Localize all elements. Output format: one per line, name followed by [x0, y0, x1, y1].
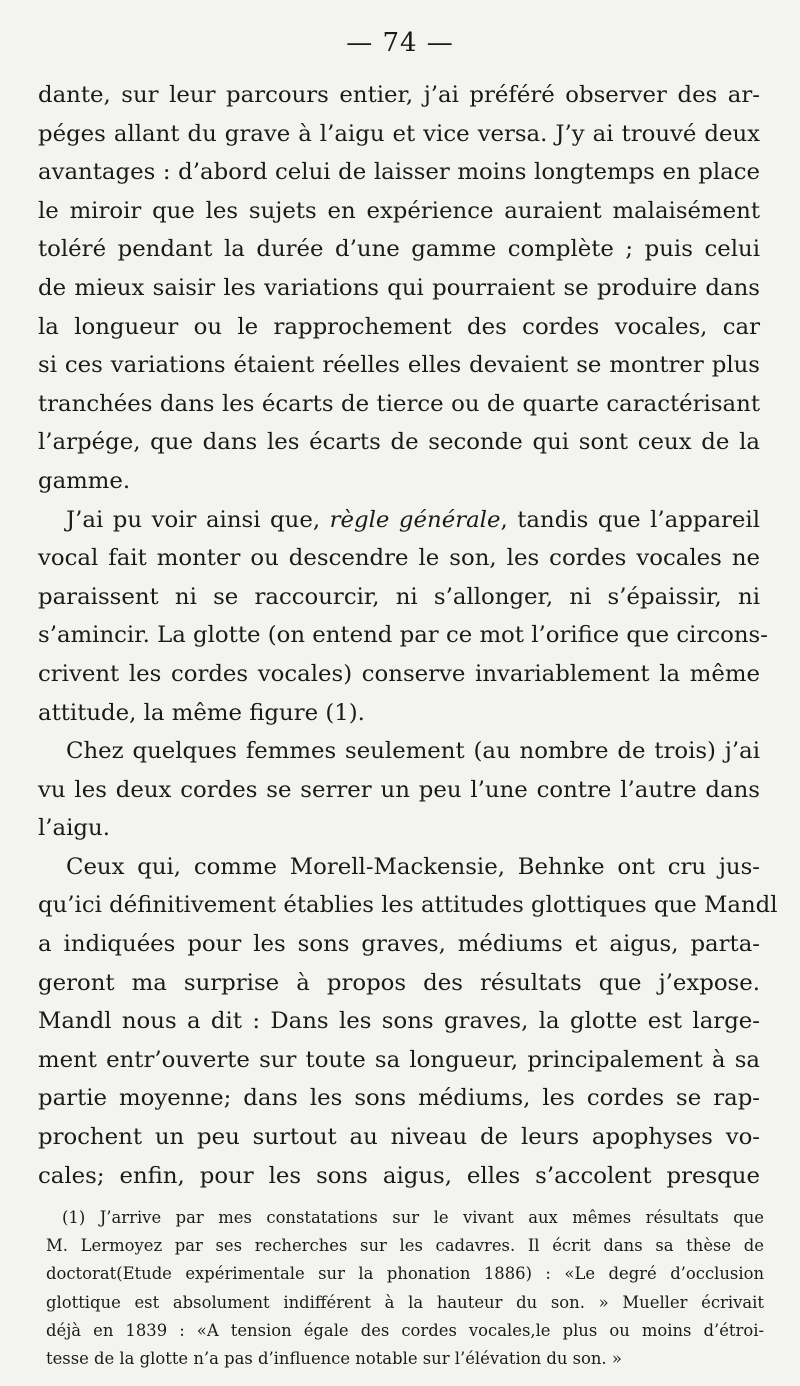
text-line: a indiquées pour les sons graves, médiums et aigus, parta- — [38, 931, 760, 958]
text-line: dante, sur leur parcours entier, j’ai préféré observer des ar- — [38, 82, 760, 108]
text-line: Ceux qui, comme Morell-Mackensie, Behnke ont cru jus- — [66, 853, 760, 880]
paragraph-2 — [38, 501, 768, 733]
paragraph-4 — [38, 848, 778, 1195]
text-line: prochent un peu surtout au niveau de leurs apophyses vo- — [38, 1124, 760, 1151]
text-line: s’amincir. La glotte (on entend par ce mot l’orifice que circons- — [38, 622, 768, 649]
text-line: péges allant du grave à l’aigu et vice versa. J’y ai trouvé deux — [38, 120, 760, 147]
footnote-line: glottique est absolument indifférent à la hauteur du son. » Mueller écrivait — [46, 1292, 764, 1312]
text-line: avantages : d’abord celui de laisser moins longtemps en place — [38, 159, 760, 186]
text-line: gamme. — [38, 467, 131, 494]
text-line: ment entr’ouverte sur toute sa longueur, principalement à sa — [38, 1046, 760, 1073]
footnote-line: déjà en 1839 : «A tension égale des cordes vocales,le plus ou moins d’étroi- — [46, 1320, 764, 1340]
text-line: geront ma surprise à propos des résultats que j’expose. — [38, 969, 760, 996]
paragraph-1 — [38, 76, 760, 501]
footnote — [46, 1204, 764, 1373]
text-line: paraissent ni se raccourcir, ni s’allonger, ni s’épaissir, ni — [38, 583, 760, 610]
footnote-line: tesse de la glotte n’a pas d’influence notable sur l’élévation du son. » — [46, 1349, 622, 1369]
text-line: tranchées dans les écarts de tierce ou de quarte caractérisant — [38, 390, 760, 417]
text-line: toléré pendant la durée d’une gamme complète ; puis celui — [38, 236, 760, 263]
text-line: cales; enfin, pour les sons aigus, elles s’accolent presque — [38, 1162, 760, 1189]
paragraph-3 — [38, 732, 760, 848]
footnote-line: M. Lermoyez par ses recherches sur les cadavres. Il écrit dans sa thèse de — [46, 1236, 764, 1256]
text-line: Mandl nous a dit : Dans les sons graves, la glotte est large- — [38, 1008, 760, 1035]
text-run: , tandis que l’appareil — [500, 506, 761, 533]
text-line: de mieux saisir les variations qui pourraient se produire dans — [38, 274, 760, 301]
text-line — [38, 501, 760, 540]
text-line: vocal fait monter ou descendre le son, les cordes vocales ne — [38, 545, 760, 572]
text-line: l’arpége, que dans les écarts de seconde qui sont ceux de la — [38, 429, 760, 456]
text-line: l’aigu. — [38, 815, 110, 842]
italic-phrase: règle générale — [329, 506, 501, 533]
text-line: vu les deux cordes se serrer un peu l’une contre l’autre dans — [38, 776, 760, 803]
body-text — [38, 76, 778, 1195]
text-line: partie moyenne; dans les sons médiums, les cordes se rap- — [38, 1085, 760, 1112]
text-line: attitude, la même figure (1). — [38, 699, 365, 726]
text-line: la longueur ou le rapprochement des cordes vocales, car — [38, 313, 760, 340]
text-line: si ces variations étaient réelles elles devaient se montrer plus — [38, 352, 760, 379]
footnote-line: doctorat(Etude expérimentale sur la phonation 1886) : «Le degré d’occlusion — [46, 1264, 764, 1284]
page-number: — 74 — — [346, 28, 454, 58]
text-line: crivent les cordes vocales) conserve invariablement la même — [38, 660, 760, 687]
text-run: J’ai pu voir ainsi que, — [66, 506, 330, 533]
text-line: Chez quelques femmes seulement (au nombre de trois) j’ai — [66, 738, 760, 765]
footnote-line: (1) J’arrive par mes constatations sur le vivant aux mêmes résultats que — [62, 1208, 764, 1227]
text-line: qu’ici définitivement établies les attitudes glottiques que Mandl — [38, 892, 778, 919]
text-line: le miroir que les sujets en expérience auraient malaisément — [38, 197, 760, 224]
